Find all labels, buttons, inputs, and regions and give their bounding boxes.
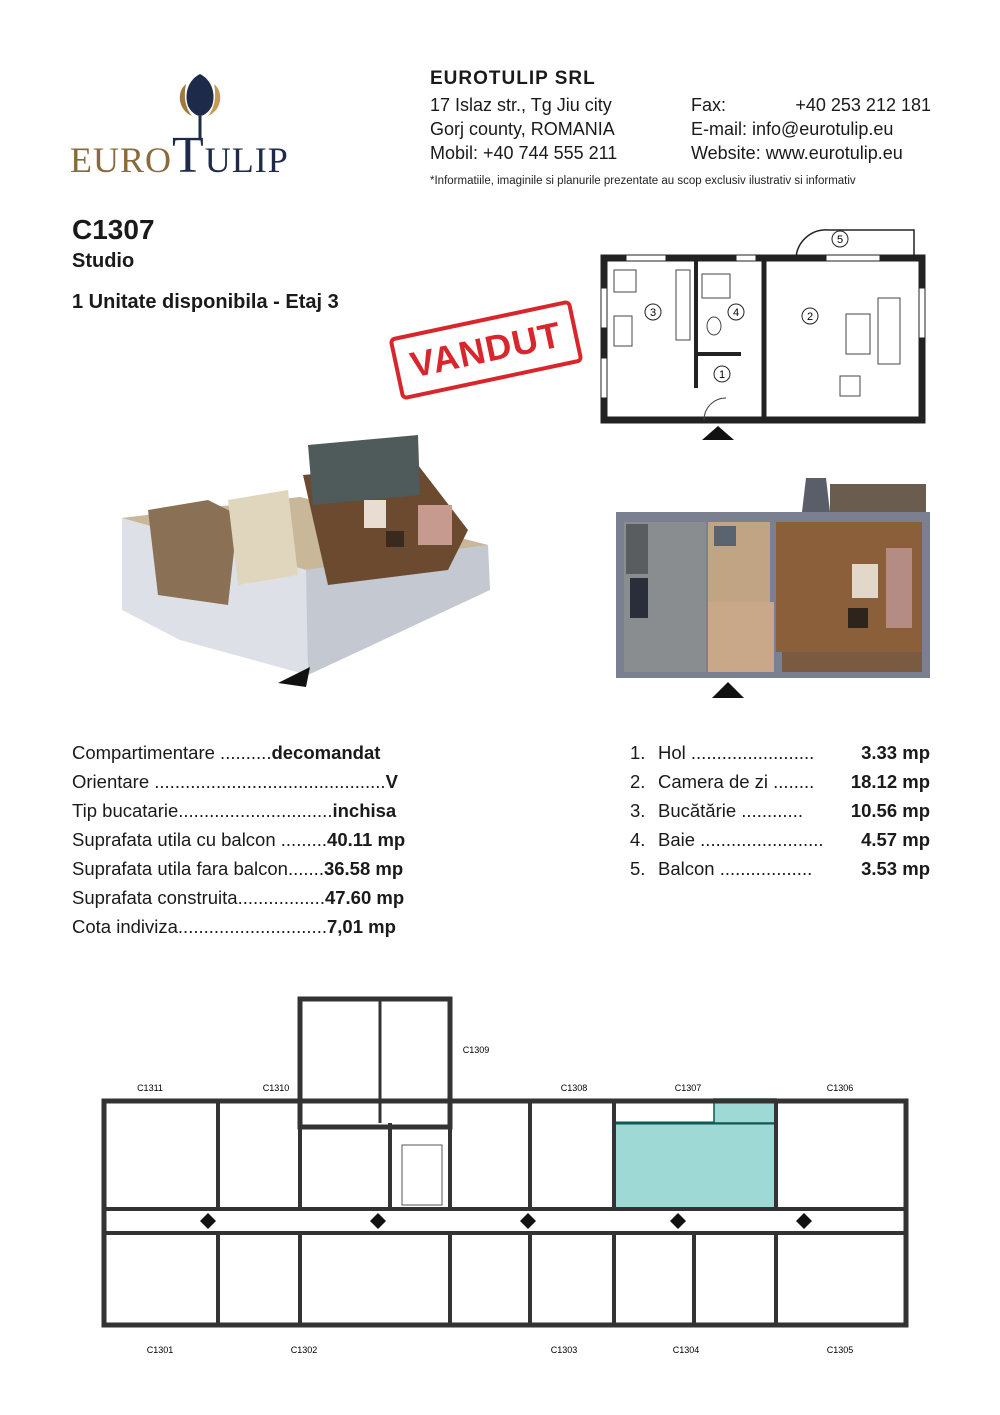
room-row: 5. Balcon .................. 3.53 mp	[630, 858, 930, 879]
apartment-top-view-render	[616, 478, 930, 703]
address-line: Mobil: +40 744 555 211	[430, 143, 618, 163]
unit-label-c1309: C1309	[462, 1045, 490, 1055]
apartment-3d-render	[118, 405, 498, 690]
unit-label-c1302: C1302	[290, 1345, 318, 1355]
company-contact	[691, 93, 931, 165]
svg-text:5: 5	[836, 234, 844, 246]
email-line[interactable]: E-mail: info@eurotulip.eu	[691, 119, 894, 139]
fax-row	[691, 93, 931, 117]
address-line: Gorj county, ROMANIA	[430, 119, 615, 139]
spec-row: Orientare .............................................V	[72, 771, 398, 792]
disclaimer: *Informatiile, imaginile si planurile prezentate au scop exclusiv ilustrativ si informativ	[430, 175, 856, 187]
website-row[interactable]	[691, 141, 931, 165]
floor-plan	[90, 995, 920, 1365]
unit-code: C1307	[72, 214, 155, 245]
spec-row: Suprafata utila cu balcon .........40.11 mp	[72, 829, 406, 850]
unit-label-c1301: C1301	[146, 1345, 174, 1355]
logo-text: EUROTULIP	[70, 127, 289, 184]
entrance-arrow-icon	[702, 426, 734, 440]
spec-row: Compartimentare ..........decomandat	[72, 742, 381, 763]
address-line: 17 Islaz str., Tg Jiu city	[430, 95, 612, 115]
room-row: 3. Bucătărie ............ 10.56 mp	[630, 800, 930, 821]
sold-stamp: VANDUT	[388, 299, 583, 400]
eurotulip-logo	[70, 70, 330, 184]
unit-label-c1306: C1306	[826, 1083, 854, 1093]
svg-text:3: 3	[649, 307, 657, 319]
fax-value: +40 253 212 181	[795, 95, 931, 115]
spec-row: Tip bucatarie..............................inchisa	[72, 800, 397, 821]
unit-label-c1310: C1310	[262, 1083, 290, 1093]
spec-row: Cota indiviza.............................7,01 mp	[72, 916, 396, 937]
unit-type: Studio	[72, 250, 135, 272]
room-areas	[630, 738, 930, 883]
unit-label-c1307: C1307	[674, 1083, 702, 1093]
spec-row: Suprafata utila fara balcon.......36.58 mp	[72, 858, 404, 879]
unit-label-c1303: C1303	[550, 1345, 578, 1355]
company-address	[430, 93, 617, 165]
entrance-arrow-icon	[712, 682, 744, 698]
fax-label: Fax:	[691, 95, 727, 115]
email-row[interactable]	[691, 117, 931, 141]
svg-text:2: 2	[806, 311, 814, 323]
spec-row: Suprafata construita.................47.60 mp	[72, 887, 405, 908]
unit-label-c1305: C1305	[826, 1345, 854, 1355]
apartment-2d-plan	[596, 228, 932, 444]
highlighted-unit-c1307	[614, 1123, 776, 1209]
website-line[interactable]: Website: www.eurotulip.eu	[691, 143, 903, 163]
room-row: 2. Camera de zi ........ 18.12 mp	[630, 771, 930, 792]
unit-specs	[72, 738, 405, 941]
svg-text:4: 4	[732, 307, 740, 319]
company-name: EUROTULIP SRL	[430, 68, 596, 89]
svg-text:1: 1	[718, 369, 726, 381]
unit-label-c1304: C1304	[672, 1345, 700, 1355]
unit-availability: 1 Unitate disponibila - Etaj 3	[72, 291, 339, 313]
room-row: 1. Hol ........................ 3.33 mp	[630, 742, 930, 763]
unit-label-c1308: C1308	[560, 1083, 588, 1093]
unit-label-c1311: C1311	[137, 1083, 163, 1093]
room-row: 4. Baie ........................ 4.57 mp	[630, 829, 930, 850]
